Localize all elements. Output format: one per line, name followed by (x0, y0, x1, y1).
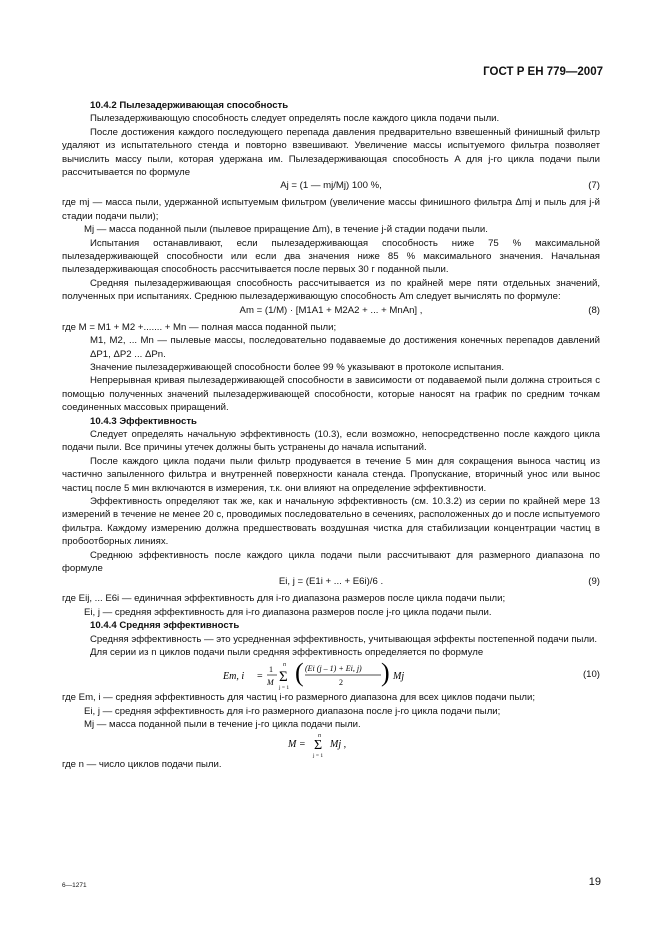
where-item: где mj — масса пыли, удержанной испытуемым фильтром (увеличение массы финишного фильтра Δmj и пыль для j-й стадии подачи пыли); (62, 197, 600, 222)
standard-header: ГОСТ Р ЕН 779—2007 (483, 66, 603, 78)
section-heading-10-4-4: 10.4.4 Средняя эффективность (90, 620, 240, 632)
svg-text:): ) (381, 659, 390, 688)
paragraph: После каждого цикла подачи пыли фильтр продувается в течение 5 мин для сокращения выноса частиц из частично запыленного фильтра и внутренней поверхности канала стенда. Пропускание, вторичный унос или вынос частиц после 5 мин включаются в измерения, т.к. они влияют на определение эффективности. (62, 455, 600, 494)
paragraph: Непрерывная кривая пылезадерживающей способности в зависимости от подаваемой пыли должна строиться с помощью полученных значений пылезадерживающей способности, которые наносят на график по средним точкам соединенных массовых приращений. (62, 375, 600, 414)
page-content (62, 99, 600, 771)
section-heading-10-4-2: 10.4.2 Пылезадерживающая способность (90, 100, 289, 111)
svg-text:(Ei (j – 1) + Ei, j): (Ei (j – 1) + Ei, j) (305, 664, 362, 674)
paragraph: Значение пылезадерживающей способности более 99 % указывают в протоколе испытания. (90, 361, 505, 373)
svg-text:Em, i: Em, i (223, 671, 245, 683)
paragraph: Испытания останавливают, если пылезадерживающая способность ниже 75 % максимальной пылезадерживающей способности или если два значения ниже 85 % максимального значения. Начальная пылезадерживающая способность рассчитывается после первых 30 г поданной пыли. (62, 237, 600, 276)
formula-total-mass (62, 732, 600, 758)
where-item: где Eij, ... E6i — единичная эффективность для i-го диапазона размеров после цикла подачи пыли; (62, 593, 506, 605)
paragraph: Эффективность определяют так же, как и начальную эффективность (см. 10.3.2) из серии по крайней мере 13 измерений в течение не менее 20 с, проводимых последовательно в сечениях, расположенных до и после испытуемого фильтра. Каждому измерению должна предшествовать воздушная чистка для стабилизации концентрации частиц в пробоотборных линиях. (62, 495, 600, 548)
sheet-mark: 6—1271 (62, 882, 87, 889)
svg-text:M =: M = (288, 738, 306, 750)
formula-7: Aj = (1 — mj/Mj) 100 %, (7) (280, 180, 600, 192)
svg-text:n: n (318, 732, 321, 739)
where-item: Mj — масса поданной пыли в течение j-го цикла подачи пыли. (84, 719, 361, 731)
page-number: 19 (588, 876, 601, 888)
formula-number: (10) (582, 669, 600, 681)
formula-10-graphic (221, 659, 441, 691)
where-item: Ei, j — средняя эффективность для i-го диапазона размеров после j-го цикла подачи пыли. (84, 606, 492, 618)
where-item: M1, M2, ... Mn — пылевые массы, последовательно подаваемые до достижения конечных перепадов давлений ΔP1, ΔP2 ... ΔPn. (90, 335, 600, 360)
svg-text:Mj ,: Mj , (330, 738, 347, 750)
svg-text:1: 1 (269, 665, 273, 675)
paragraph: Средняя пылезадерживающая способность рассчитывается из по крайней мере пяти отдельных значений, полученных при испытаниях. Среднюю пылезадерживающую способность Am следует вычислять по формуле: (62, 277, 600, 303)
formula-8: Am = (1/M) · [M1A1 + M2A2 + ... + MnAn] , (8) (239, 304, 600, 316)
svg-text:(: ( (295, 659, 304, 688)
where-item: Ei, j — средняя эффективность для i-го размерного диапазона после j-го цикла подачи пыли; (84, 705, 501, 717)
paragraph: После достижения каждого последующего перепада давления предварительно взвешенный финишный фильтр удаляют из испытательного стенда и повторно взвешивают. Увеличение массы испытуемого фильтра позволяет вычислить массу пыли, которая удержана им. Пылезадерживающая способность A для j-го цикла подачи пыли рассчитывается по формуле (62, 126, 600, 179)
svg-text:M: M (267, 678, 274, 688)
paragraph: Пылезадерживающую способность следует определять после каждого цикла подачи пыли. (90, 113, 500, 125)
formula-number: (8) (588, 304, 600, 316)
svg-text:j = 1: j = 1 (279, 685, 290, 692)
svg-text:j = 1: j = 1 (313, 752, 324, 758)
where-item: Mj — масса поданной пыли (пылевое приращение Δm), в течение j-й стадии подачи пыли. (84, 224, 488, 236)
where-item: где M = M1 + M2 +....... + Mn — полная масса поданной пыли; (62, 321, 337, 333)
svg-text:Mj: Mj (393, 671, 405, 683)
paragraph: Для серии из n циклов подачи пыли средняя эффективность определяется по формуле (90, 647, 484, 659)
where-item: где n — число циклов подачи пыли. (62, 758, 222, 770)
svg-text:Σ: Σ (279, 669, 288, 686)
svg-text:Σ: Σ (314, 737, 323, 753)
paragraph: Средняя эффективность — это усредненная эффективность, учитывающая эффекты постепенной подачи пыли. (90, 633, 598, 645)
paragraph: Следует определять начальную эффективность (10.3), если возможно, непосредственно после каждого цикла подачи пыли. Все причины утечек должны быть устранены до начала испытаний. (62, 428, 600, 454)
formula-number: (9) (588, 576, 600, 588)
where-item: где Em, i — средняя эффективность для частиц i-го размерного диапазона для всех циклов подачи пыли; (62, 692, 535, 704)
formula-10 (62, 659, 600, 691)
formula-9: Ei, j = (E1i + ... + E6i)/6 . (9) (278, 576, 600, 588)
svg-text:2: 2 (339, 678, 343, 688)
section-heading-10-4-3: 10.4.3 Эффективность (90, 415, 197, 427)
svg-text:n: n (283, 662, 286, 669)
paragraph: Среднюю эффективность после каждого цикла подачи пыли рассчитывают для размерного диапазона по формуле (62, 549, 600, 574)
formula-total-mass-graphic (286, 732, 376, 758)
svg-text:=: = (257, 671, 263, 683)
formula-number: (7) (588, 180, 600, 192)
